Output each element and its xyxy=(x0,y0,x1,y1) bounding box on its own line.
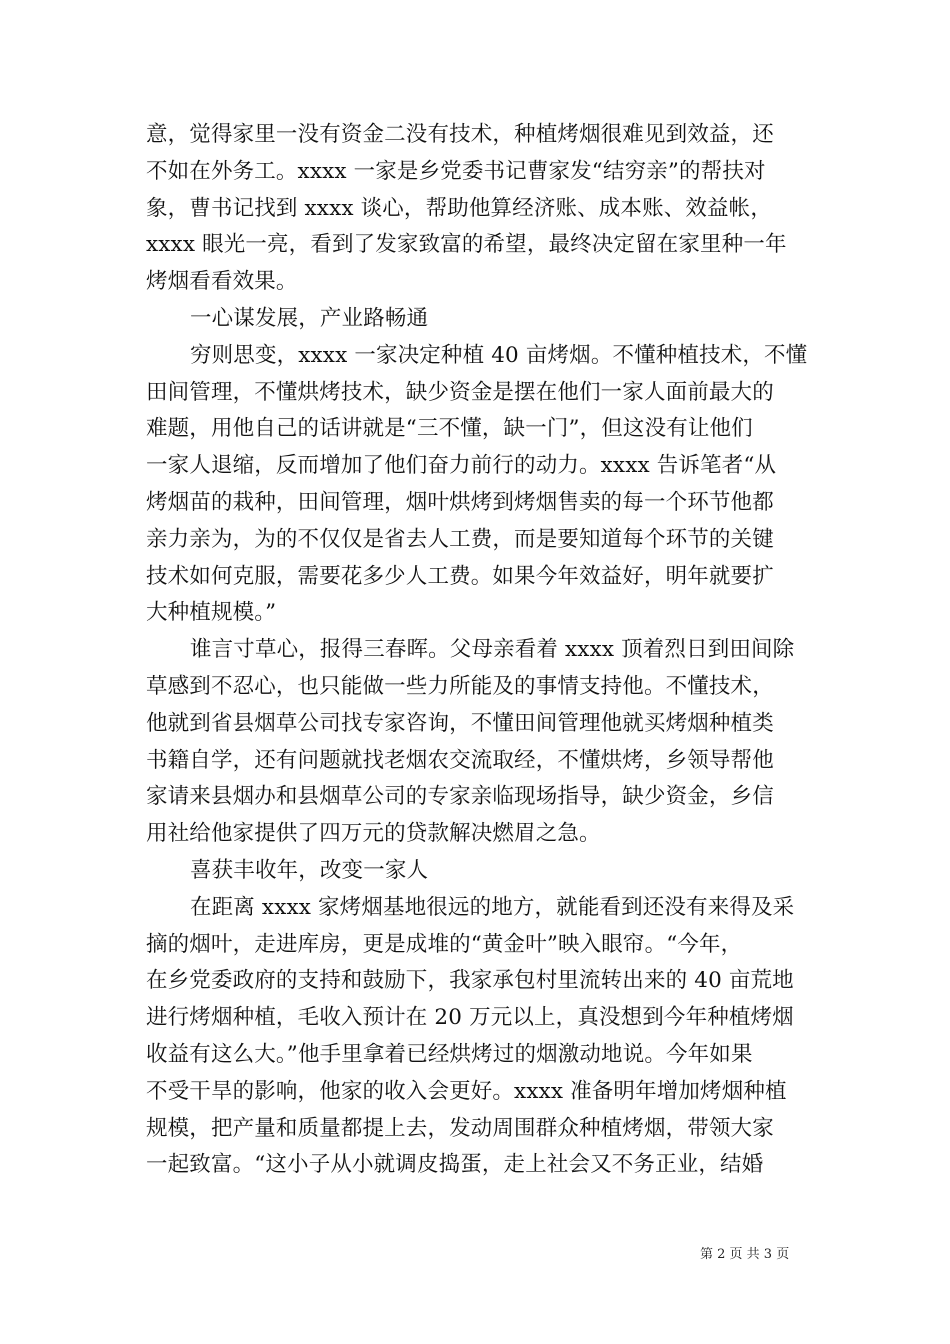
text-line: 一家人退缩，反而增加了他们奋力前行的动力。xxxx 告诉笔者“从 xyxy=(146,453,777,478)
text-line: 在距离 xxxx 家烤烟基地很远的地方，就能看到还没有来得及采 xyxy=(190,895,795,920)
text-line: 规模，把产量和质量都提上去，发动周围群众种植烤烟，带领大家 xyxy=(146,1116,774,1141)
page-number: 第 2 页 共 3 页 xyxy=(700,1247,790,1262)
text-line: 难题，用他自己的话讲就是“三不懂，缺一门”，但这没有让他们 xyxy=(146,416,753,441)
text-line: 不受干旱的影响，他家的收入会更好。xxxx 准备明年增加烤烟种植 xyxy=(146,1079,787,1104)
text-line: 进行烤烟种植，毛收入预计在 20 万元以上，真没想到今年种植烤烟 xyxy=(146,1005,794,1030)
text-line: 烤烟苗的栽种，田间管理，烟叶烘烤到烤烟售卖的每一个环节他都 xyxy=(146,490,774,515)
text-line: 书籍自学，还有问题就找老烟农交流取经，不懂烘烤，乡领导帮他 xyxy=(146,748,774,773)
text-line: 草感到不忍心，也只能做一些力所能及的事情支持他。不懂技术， xyxy=(146,674,774,699)
text-line: xxxx 眼光一亮，看到了发家致富的希望，最终决定留在家里种一年 xyxy=(146,232,787,257)
text-line: 一起致富。“这小子从小就调皮捣蛋，走上社会又不务正业，结婚 xyxy=(146,1152,764,1177)
text-line: 谁言寸草心，报得三春晖。父母亲看着 xxxx 顶着烈日到田间除 xyxy=(190,637,795,662)
text-line: 摘的烟叶，走进库房，更是成堆的“黄金叶”映入眼帘。“今年， xyxy=(146,932,743,957)
text-line: 在乡党委政府的支持和鼓励下，我家承包村里流转出来的 40 亩荒地 xyxy=(146,968,794,993)
text-line: 技术如何克服，需要花多少人工费。如果今年效益好，明年就要扩 xyxy=(146,564,774,589)
section-heading: 喜获丰收年，改变一家人 xyxy=(190,858,429,883)
text-line: 穷则思变，xxxx 一家决定种植 40 亩烤烟。不懂种植技术，不懂 xyxy=(190,343,808,368)
text-line: 意，觉得家里一没有资金二没有技术，种植烤烟很难见到效益，还 xyxy=(146,122,774,147)
text-line: 烤烟看看效果。 xyxy=(146,269,298,294)
text-line: 亲力亲为，为的不仅仅是省去人工费，而是要知道每个环节的关键 xyxy=(146,527,774,552)
text-line: 田间管理，不懂烘烤技术，缺少资金是摆在他们一家人面前最大的 xyxy=(146,380,774,405)
text-line: 收益有这么大。”他手里拿着已经烘烤过的烟激动地说。今年如果 xyxy=(146,1042,753,1067)
text-line: 他就到省县烟草公司找专家咨询，不懂田间管理他就买烤烟种植类 xyxy=(146,711,774,736)
text-line: 用社给他家提供了四万元的贷款解决燃眉之急。 xyxy=(146,821,601,846)
text-line: 大种植规模。” xyxy=(146,600,277,625)
text-line: 不如在外务工。xxxx 一家是乡党委书记曹家发“结穷亲”的帮扶对 xyxy=(146,159,766,184)
section-heading: 一心谋发展，产业路畅通 xyxy=(190,306,429,331)
text-line: 家请来县烟办和县烟草公司的专家亲临现场指导，缺少资金，乡信 xyxy=(146,784,774,809)
text-line: 象，曹书记找到 xxxx 谈心，帮助他算经济账、成本账、效益帐， xyxy=(146,196,772,221)
